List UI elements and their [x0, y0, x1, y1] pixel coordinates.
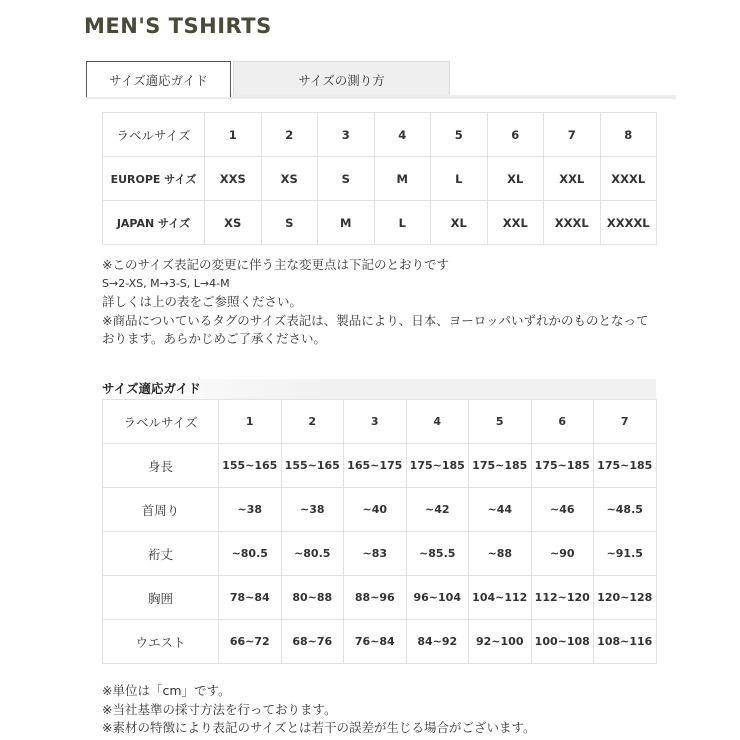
table-cell: 2 — [281, 400, 344, 444]
size-guide-heading: サイズ適応ガイド — [102, 379, 656, 399]
table-cell: 76~84 — [344, 620, 407, 664]
table-row — [103, 444, 657, 488]
table-cell: 2 — [261, 113, 318, 157]
tab-bar — [86, 61, 676, 97]
table-cell: 8 — [600, 113, 657, 157]
table-cell: ~90 — [531, 532, 594, 576]
row-header-cell: JAPAN サイズ — [103, 201, 205, 245]
table-cell: XXXL — [544, 201, 601, 245]
row-header-cell: 胸囲 — [103, 576, 219, 620]
note-line: ※素材の特徴により表記のサイズとは若干の誤差が生じる場合がございます。 — [102, 720, 536, 735]
row-header-cell: 首周り — [103, 488, 219, 532]
table-cell: 68~76 — [281, 620, 344, 664]
table-cell: XXL — [544, 157, 601, 201]
table-cell: ~48.5 — [594, 488, 657, 532]
table-cell: 92~100 — [469, 620, 532, 664]
table-row — [103, 157, 657, 201]
table-cell: XS — [261, 157, 318, 201]
row-header-cell: EUROPE サイズ — [103, 157, 205, 201]
note-line: ※商品についているタグのサイズ表記は、製品により、日本、ヨーロッパいずれかのものとなって — [102, 312, 649, 328]
conversion-notes — [102, 256, 648, 349]
table-cell: 96~104 — [406, 576, 469, 620]
table-cell: 1 — [219, 400, 282, 444]
size-guide-table — [102, 399, 657, 664]
table-cell: ~44 — [469, 488, 532, 532]
table-cell: XXS — [205, 157, 262, 201]
table-cell: 6 — [531, 400, 594, 444]
note-line: ※単位は「cm」です。 — [102, 683, 231, 698]
table-cell: 100~108 — [531, 620, 594, 664]
note-line: ※このサイズ表記の変更に伴う主な変更点は下記のとおりです — [102, 257, 449, 272]
table-cell: XS — [205, 201, 262, 245]
table-cell: 84~92 — [406, 620, 469, 664]
note-line: S→2-XS, M→3-S, L→4-M — [102, 276, 230, 290]
table-cell: 175~185 — [594, 444, 657, 488]
table-cell: 4 — [374, 113, 431, 157]
tab-how-to-measure[interactable]: サイズの測り方 — [233, 61, 450, 97]
row-header-cell: ラベルサイズ — [103, 113, 205, 157]
table-cell: 7 — [544, 113, 601, 157]
table-cell: 3 — [318, 113, 375, 157]
row-header-cell: ウエスト — [103, 620, 219, 664]
row-header-cell: ラベルサイズ — [103, 400, 219, 444]
table-cell: L — [374, 201, 431, 245]
table-cell: 5 — [469, 400, 532, 444]
table-cell: ~38 — [281, 488, 344, 532]
table-row — [103, 400, 657, 444]
table-cell: 165~175 — [344, 444, 407, 488]
table-row — [103, 488, 657, 532]
table-cell: 175~185 — [469, 444, 532, 488]
table-cell: ~88 — [469, 532, 532, 576]
table-cell: 78~84 — [219, 576, 282, 620]
table-cell: 7 — [594, 400, 657, 444]
table-cell: 6 — [487, 113, 544, 157]
table-cell: 66~72 — [219, 620, 282, 664]
table-row — [103, 113, 657, 157]
tab-size-guide[interactable]: サイズ適応ガイド — [86, 61, 231, 97]
table-cell: XXXL — [600, 157, 657, 201]
table-row — [103, 576, 657, 620]
table-row — [103, 620, 657, 664]
note-line: 詳しくは上の表をご参照ください。 — [102, 294, 303, 309]
table-cell: XL — [487, 157, 544, 201]
table-cell: S — [261, 201, 318, 245]
table-row — [103, 532, 657, 576]
table-cell: 108~116 — [594, 620, 657, 664]
table-cell: ~85.5 — [406, 532, 469, 576]
table-cell: 155~165 — [281, 444, 344, 488]
row-header-cell: 裄丈 — [103, 532, 219, 576]
table-cell: XL — [431, 201, 488, 245]
note-line: ※当社基準の採寸方法を行っております。 — [102, 701, 337, 717]
table-cell: M — [374, 157, 431, 201]
table-row — [103, 201, 657, 245]
measurement-notes — [102, 682, 535, 738]
page-title: MEN'S TSHIRTS — [84, 14, 272, 38]
table-cell: 112~120 — [531, 576, 594, 620]
table-cell: 5 — [431, 113, 488, 157]
table-cell: ~80.5 — [281, 532, 344, 576]
table-cell: 155~165 — [219, 444, 282, 488]
row-header-cell: 身長 — [103, 444, 219, 488]
table-cell: M — [318, 201, 375, 245]
table-cell: 4 — [406, 400, 469, 444]
table-cell: 120~128 — [594, 576, 657, 620]
table-cell: L — [431, 157, 488, 201]
table-cell: 3 — [344, 400, 407, 444]
note-line: おります。あらかじめご了承ください。 — [102, 331, 327, 346]
table-cell: XXL — [487, 201, 544, 245]
table-cell: ~46 — [531, 488, 594, 532]
table-cell: ~38 — [219, 488, 282, 532]
table-cell: 1 — [205, 113, 262, 157]
size-conversion-table — [102, 112, 657, 245]
table-cell: ~83 — [344, 532, 407, 576]
table-cell: ~91.5 — [594, 532, 657, 576]
table-cell: ~42 — [406, 488, 469, 532]
table-cell: 80~88 — [281, 576, 344, 620]
table-cell: XXXXL — [600, 201, 657, 245]
table-cell: 88~96 — [344, 576, 407, 620]
table-cell: 175~185 — [531, 444, 594, 488]
table-cell: ~40 — [344, 488, 407, 532]
table-cell: ~80.5 — [219, 532, 282, 576]
table-cell: 175~185 — [406, 444, 469, 488]
table-cell: S — [318, 157, 375, 201]
table-cell: 104~112 — [469, 576, 532, 620]
